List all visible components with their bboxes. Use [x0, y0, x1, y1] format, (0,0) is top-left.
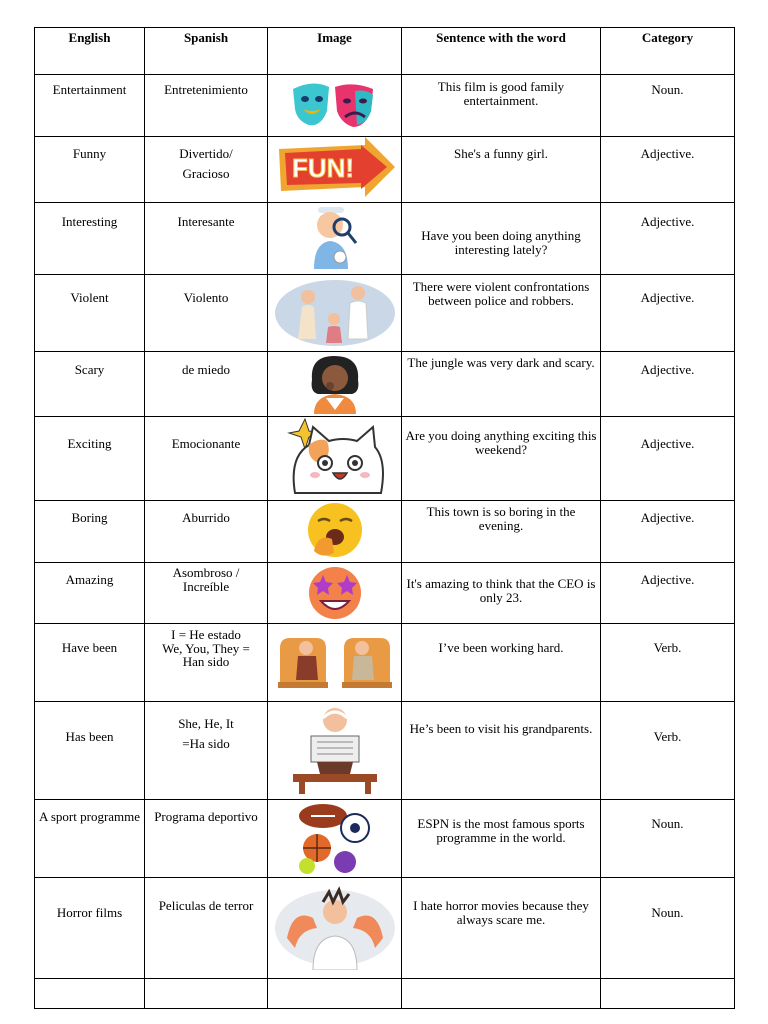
- header-spanish: Spanish: [145, 28, 268, 75]
- sentence-cell: He’s been to visit his grandparents.: [402, 702, 601, 800]
- english-cell: Horror films: [35, 878, 145, 979]
- sentence-cell: Have you been doing anything interesting lately?: [402, 203, 601, 275]
- spanish-line: de miedo: [181, 362, 230, 377]
- category-cell: Verb.: [601, 624, 735, 702]
- image-cell: [268, 624, 402, 702]
- spanish-line: Asombroso /: [172, 565, 240, 580]
- category-cell: Noun.: [601, 800, 735, 878]
- image-cell: [268, 501, 402, 563]
- spanish-cell: [145, 800, 268, 878]
- english-cell: Funny: [35, 137, 145, 203]
- sentence-cell: Are you doing anything exciting this weekend?: [402, 417, 601, 501]
- category-cell: Adjective.: [601, 352, 735, 417]
- boy-magnifier-icon: [300, 203, 370, 271]
- english-cell: Violent: [35, 275, 145, 352]
- spanish-cell: [145, 417, 268, 501]
- english-cell: Boring: [35, 501, 145, 563]
- table-row: [35, 203, 735, 275]
- yawning-emoji-icon: [304, 501, 366, 559]
- svg-text:FUN!: FUN!: [291, 153, 354, 183]
- spanish-cell: [145, 878, 268, 979]
- image-cell: [268, 137, 402, 203]
- category-cell: [601, 979, 735, 1009]
- category-cell: Adjective.: [601, 203, 735, 275]
- sentence-cell: There were violent confrontations between police and robbers.: [402, 275, 601, 352]
- spanish-cell: [145, 563, 268, 624]
- category-cell: Verb.: [601, 702, 735, 800]
- english-cell: Interesting: [35, 203, 145, 275]
- sentence-cell: She's a funny girl.: [402, 137, 601, 203]
- spanish-cell: [145, 75, 268, 137]
- spanish-line: Violento: [183, 290, 229, 305]
- fun-sign-icon: [273, 137, 397, 199]
- spanish-line: Gracioso: [182, 165, 230, 181]
- spanish-cell: [145, 501, 268, 563]
- table-row: [35, 878, 735, 979]
- spanish-cell: [145, 624, 268, 702]
- image-cell: [268, 800, 402, 878]
- table-row: [35, 624, 735, 702]
- terrified-person-icon: [273, 878, 397, 970]
- image-cell: [268, 563, 402, 624]
- category-cell: Adjective.: [601, 275, 735, 352]
- sentence-cell: This town is so boring in the evening.: [402, 501, 601, 563]
- spanish-cell: [145, 275, 268, 352]
- spanish-line: Aburrido: [182, 510, 230, 525]
- category-cell: Adjective.: [601, 137, 735, 203]
- spanish-line: I = He estado: [171, 627, 241, 642]
- table-row: [35, 352, 735, 417]
- image-cell: [268, 979, 402, 1009]
- header-english: English: [35, 28, 145, 75]
- table-row: [35, 800, 735, 878]
- table-row: [35, 563, 735, 624]
- old-man-newspaper-icon: [287, 702, 383, 794]
- category-cell: Noun.: [601, 75, 735, 137]
- table-row: [35, 979, 735, 1009]
- vocabulary-table: [34, 27, 735, 1009]
- table-row: [35, 501, 735, 563]
- header-row: [35, 28, 735, 75]
- spanish-cell: [145, 702, 268, 800]
- spanish-cell: [145, 203, 268, 275]
- spanish-cell: [145, 979, 268, 1009]
- sentence-cell: It's amazing to think that the CEO is only 23.: [402, 563, 601, 624]
- spanish-cell: [145, 137, 268, 203]
- sentence-cell: ESPN is the most famous sports programme in the world.: [402, 800, 601, 878]
- spanish-line: Programa deportivo: [154, 809, 258, 824]
- arguing-family-icon: [272, 275, 398, 347]
- english-cell: Has been: [35, 702, 145, 800]
- category-cell: Adjective.: [601, 417, 735, 501]
- english-cell: A sport programme: [35, 800, 145, 878]
- spanish-line: Emocionante: [171, 436, 241, 451]
- header-category: Category: [601, 28, 735, 75]
- image-cell: [268, 352, 402, 417]
- english-cell: Scary: [35, 352, 145, 417]
- sports-balls-icon: [293, 800, 377, 876]
- image-cell: [268, 417, 402, 501]
- image-cell: [268, 275, 402, 352]
- category-cell: Noun.: [601, 878, 735, 979]
- spanish-line: Han sido: [182, 654, 230, 669]
- header-sentence: Sentence with the word: [402, 28, 601, 75]
- sentence-cell: I hate horror movies because they always scare me.: [402, 878, 601, 979]
- spanish-line: Peliculas de terror: [158, 898, 254, 913]
- spanish-line: Divertido/: [179, 146, 233, 161]
- table-row: [35, 702, 735, 800]
- category-cell: Adjective.: [601, 501, 735, 563]
- header-image: Image: [268, 28, 402, 75]
- table-row: [35, 275, 735, 352]
- table-row: [35, 137, 735, 203]
- category-cell: Adjective.: [601, 563, 735, 624]
- theater-masks-icon: [285, 75, 385, 133]
- english-cell: Amazing: [35, 563, 145, 624]
- sentence-cell: I’ve been working hard.: [402, 624, 601, 702]
- english-cell: Have been: [35, 624, 145, 702]
- image-cell: [268, 75, 402, 137]
- sentence-cell: [402, 979, 601, 1009]
- spanish-line: Entretenimiento: [164, 82, 248, 97]
- scared-woman-icon: [302, 352, 368, 414]
- english-cell: Exciting: [35, 417, 145, 501]
- image-cell: [268, 702, 402, 800]
- spanish-line: Increíble: [182, 578, 230, 594]
- english-cell: [35, 979, 145, 1009]
- spanish-line: =Ha sido: [182, 735, 230, 751]
- sentence-cell: This film is good family entertainment.: [402, 75, 601, 137]
- image-cell: [268, 203, 402, 275]
- spanish-line: She, He, It: [178, 716, 234, 731]
- spanish-cell: [145, 352, 268, 417]
- star-eyes-emoji-icon: [303, 563, 367, 621]
- excited-cat-icon: [279, 417, 391, 497]
- table-row: [35, 417, 735, 501]
- image-cell: [268, 878, 402, 979]
- english-cell: Entertainment: [35, 75, 145, 137]
- elderly-couple-icon: [276, 624, 394, 694]
- spanish-line: We, You, They =: [162, 640, 250, 656]
- spanish-line: Interesante: [177, 214, 235, 229]
- table-row: [35, 75, 735, 137]
- sentence-cell: The jungle was very dark and scary.: [402, 352, 601, 417]
